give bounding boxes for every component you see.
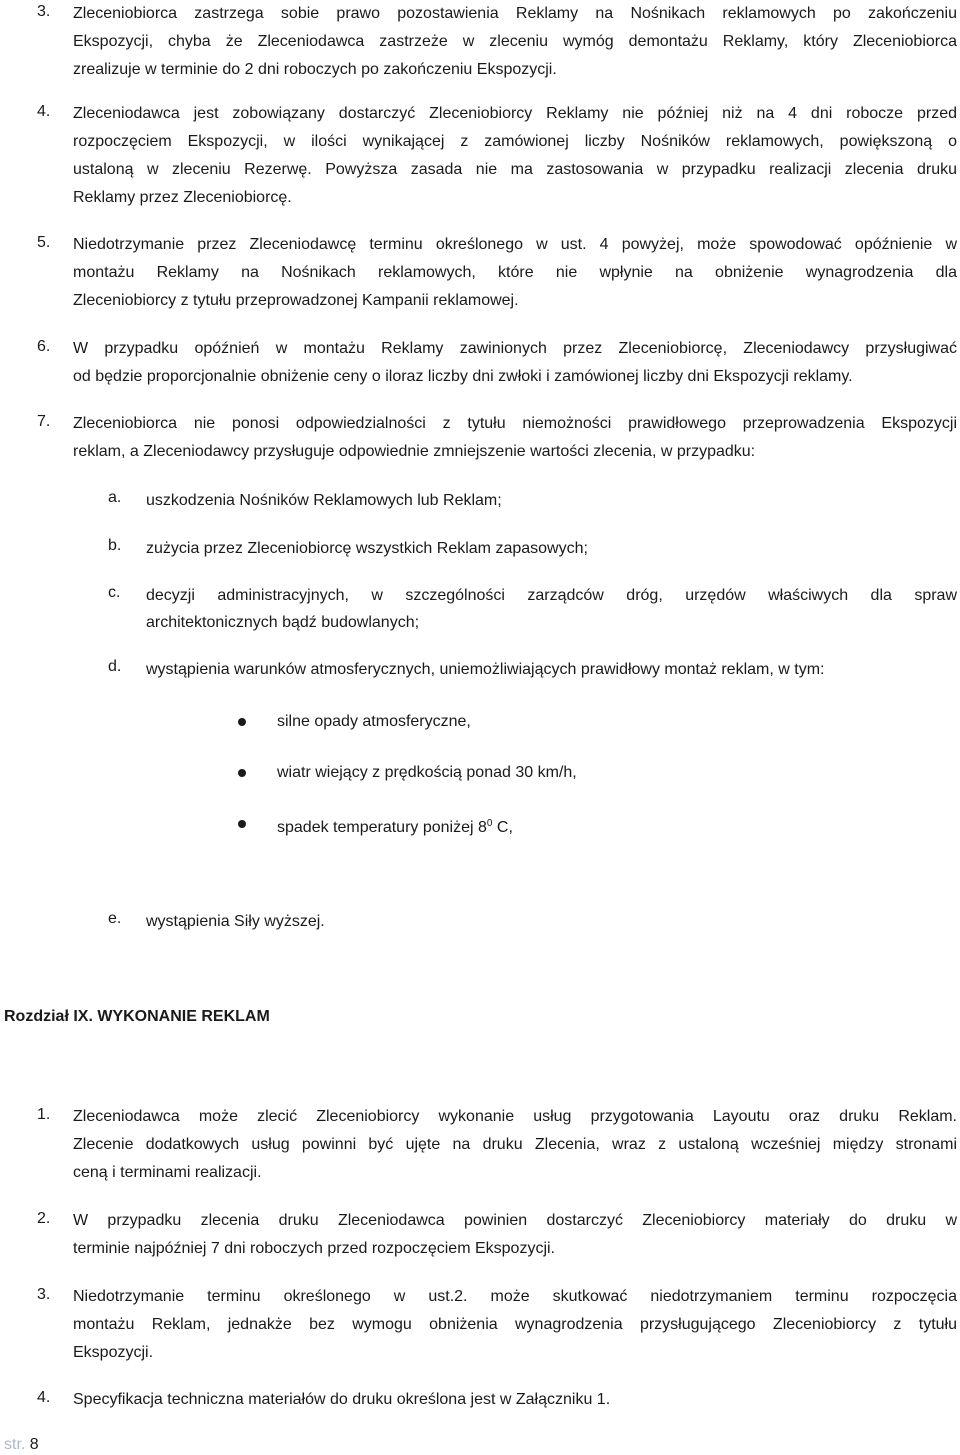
superscript: 0 — [486, 818, 493, 829]
subitem-text-line: uszkodzenia Nośników Reklamowych lub Reklam; — [146, 492, 502, 509]
bullet-text-tail: C, — [492, 819, 513, 836]
item-text-line: W przypadku opóźnień w montażu Reklamy zawinionych przez Zleceniobiorcę, Zleceniodawcy przysługiwać — [73, 340, 957, 357]
item-text-line: Zleceniobiorcy z tytułu przeprowadzonej Kampanii reklamowej. — [73, 292, 519, 309]
item-text-line: zrealizuje w terminie do 2 dni roboczych po zakończeniu Ekspozycji. — [73, 61, 557, 78]
item-text-line: W przypadku zlecenia druku Zleceniodawca powinien dostarczyć Zleceniobiorcy materiały do druku w — [73, 1212, 957, 1229]
item-number: 4. — [37, 103, 51, 120]
bullet-text-main: silne opady atmosferyczne, — [277, 713, 471, 730]
bullet-text — [277, 759, 577, 787]
item-number: 7. — [37, 413, 51, 430]
bullet-dot-icon — [238, 718, 246, 726]
bullet-text — [277, 708, 471, 736]
subitem-letter: d. — [108, 658, 122, 675]
page-number — [4, 1436, 39, 1454]
item-text-line: Zleceniobiorca nie ponosi odpowiedzialności z tytułu niemożności prawidłowego przeprowadzenia Ekspozycji — [73, 415, 957, 432]
bullet-dot-icon — [238, 820, 246, 828]
item-text-line: reklam, a Zleceniodawcy przysługuje odpowiednie zmniejszenie wartości zlecenia, w przypadku: — [73, 443, 756, 460]
item-number: 3. — [37, 3, 51, 20]
item-number: 1. — [37, 1106, 51, 1123]
subitem-letter: a. — [108, 489, 122, 506]
bullet-text-main: wiatr wiejący z prędkością ponad 30 km/h, — [277, 764, 577, 781]
bullet-text — [277, 810, 513, 842]
item-text-line: Reklamy przez Zleceniobiorcę. — [73, 189, 292, 206]
subitem-text-line: zużycia przez Zleceniobiorcę wszystkich Reklam zapasowych; — [146, 540, 588, 557]
item-number: 6. — [37, 338, 51, 355]
item-text-line: ceną i terminami realizacji. — [73, 1164, 262, 1181]
section-heading: Rozdział IX. WYKONANIE REKLAM — [4, 1008, 270, 1025]
item-text-line: Niedotrzymanie terminu określonego w ust.2. może skutkować niedotrzymaniem terminu rozpoczęcia — [73, 1288, 957, 1305]
item-text-line: rozpoczęciem Ekspozycji, w ilości wynikającej z zamówionej liczby Nośników reklamowych, powiększoną o — [73, 133, 957, 150]
subitem-letter: b. — [108, 537, 122, 554]
item-number: 3. — [37, 1286, 51, 1303]
item-text-line: Niedotrzymanie przez Zleceniodawcę terminu określonego w ust. 4 powyżej, może spowodować opóźnienie w — [73, 236, 957, 253]
page-number-label: str. — [4, 1436, 26, 1453]
bullet-dot-icon — [238, 769, 246, 777]
subitem-text-line: decyzji administracyjnych, w szczególności zarządców dróg, urzędów właściwych dla spraw — [146, 587, 957, 604]
item-text-line: Zleceniodawca jest zobowiązany dostarczyć Zleceniobiorcy Reklamy nie później niż na 4 dni robocze przed — [73, 105, 957, 122]
item-text-line: Zlecenie dodatkowych usług powinni być ujęte na druku Zlecenia, wraz z ustaloną wcześniej między stronami — [73, 1136, 957, 1153]
item-text-line: Zleceniodawca może zlecić Zleceniobiorcy wykonanie usług przygotowania Layoutu oraz druku Reklam. — [73, 1108, 957, 1125]
item-text-line: od będzie proporcjonalnie obniżenie ceny o iloraz liczby dni zwłoki i zamówionej liczby dni Ekspozycji reklamy. — [73, 368, 853, 385]
item-number: 5. — [37, 234, 51, 251]
subitem-text-line: architektonicznych bądź budowlanych; — [146, 614, 420, 631]
subitem-text-line: wystąpienia warunków atmosferycznych, uniemożliwiających prawidłowy montaż reklam, w tym: — [146, 661, 825, 678]
bullet-text-main: spadek temperatury poniżej 8 — [277, 819, 487, 836]
subitem-text-line: wystąpienia Siły wyższej. — [146, 913, 325, 930]
subitem-letter: e. — [108, 910, 122, 927]
item-text-line: Ekspozycji, chyba że Zleceniodawca zastrzeże w zleceniu wymóg demontażu Reklamy, który Zleceniobiorca — [73, 33, 957, 50]
item-text-line: ustaloną w zleceniu Rezerwę. Powyższa zasada nie ma zastosowania w przypadku realizacji zlecenia druku — [73, 161, 957, 178]
item-text-line: montażu Reklamy na Nośnikach reklamowych, które nie wpłynie na obniżenie wynagrodzenia dla — [73, 264, 957, 281]
page-number-value: 8 — [29, 1436, 39, 1453]
item-number: 2. — [37, 1210, 51, 1227]
subitem-letter: c. — [108, 584, 121, 601]
item-text-line: Ekspozycji. — [73, 1344, 154, 1361]
item-text-line: terminie najpóźniej 7 dni roboczych przed rozpoczęciem Ekspozycji. — [73, 1240, 555, 1257]
item-text-line: montażu Reklam, jednakże bez wymogu obniżenia wynagrodzenia przysługującego Zleceniobiorcy z tytułu — [73, 1316, 957, 1333]
item-text-line: Specyfikacja techniczna materiałów do druku określona jest w Załączniku 1. — [73, 1391, 611, 1408]
item-text-line: Zleceniobiorca zastrzega sobie prawo pozostawienia Reklamy na Nośnikach reklamowych po zakończeniu — [73, 5, 957, 22]
item-number: 4. — [37, 1389, 51, 1406]
